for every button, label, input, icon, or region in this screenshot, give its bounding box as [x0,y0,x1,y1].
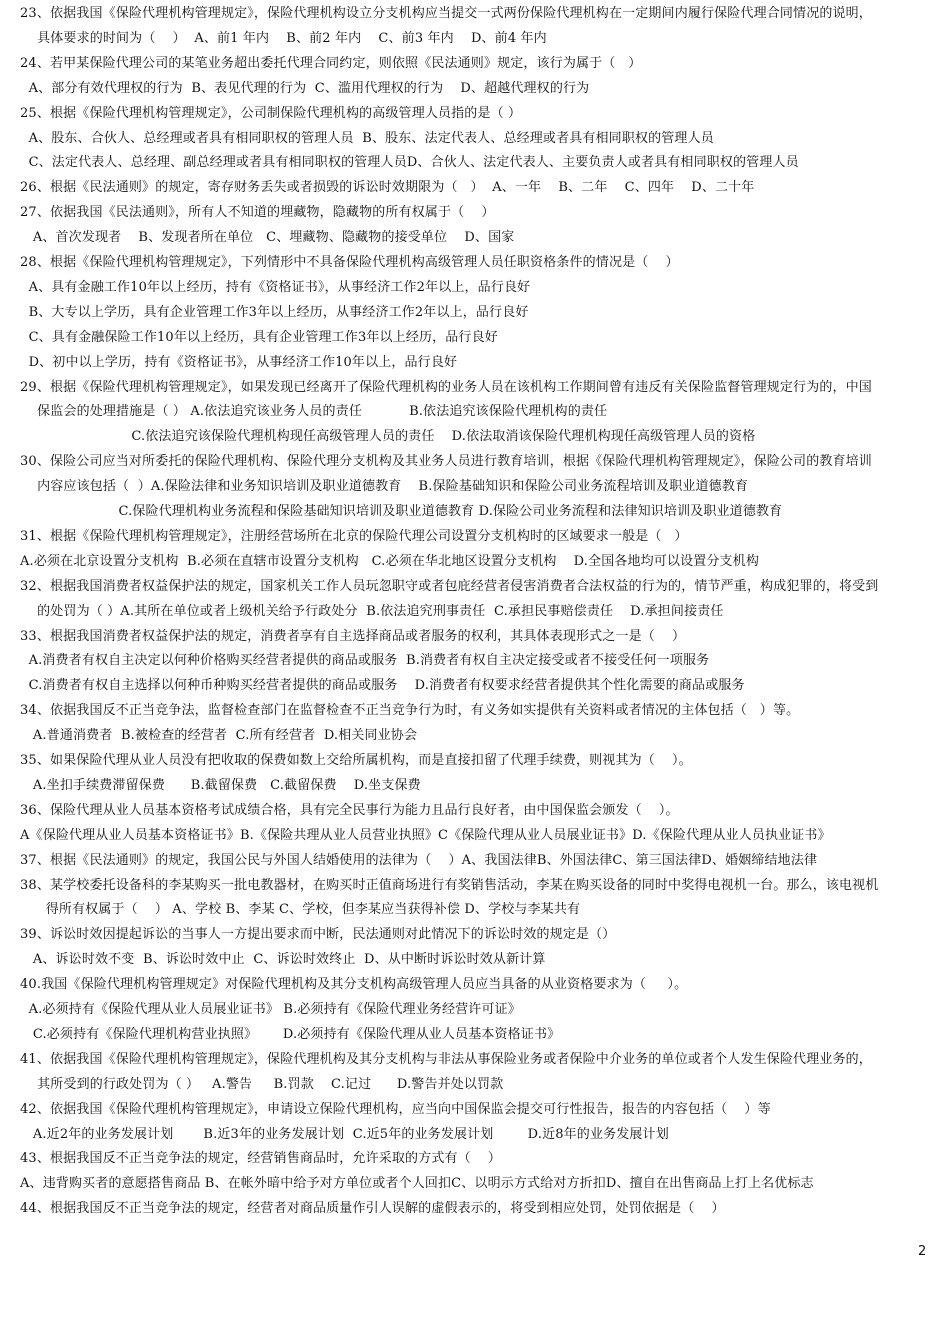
text-line: 35、如果保险代理从业人员没有把收取的保费如数上交给所属机构，而是直接扣留了代理手续费，则视其为（ ）。 [20,753,692,768]
text-line: 30、保险公司应当对所委托的保险代理机构、保险代理分支机构及其业务人员进行教育培训，根据《保险代理机构管理规定》，保险公司的教育培训 [20,454,872,470]
text-line: C.必须持有《保险代理机构营业执照》 D.必须持有《保险代理从业人员基本资格证书》 [20,1026,561,1042]
text-line: A、具有金融工作10年以上经历，持有《资格证书》，从事经济工作2年以上，品行良好 [20,279,531,295]
text-line: A、部分有效代理权的行为 B、表见代理的行为 C、滥用代理权的行为 D、超越代理权的行为 [20,80,590,96]
text-line: 25、根据《保险代理机构管理规定》，公司制保险代理机构的高级管理人员指的是（ ） [20,105,522,121]
text-line: B、大专以上学历，具有企业管理工作3年以上经历，从事经济工作2年以上，品行良好 [20,304,529,320]
text-line: 其所受到的行政处罚为（ ） A.警告 B.罚款 C.记过 D.警告并处以罚款 [20,1076,504,1092]
text-line: A.消费者有权自主决定以何种价格购买经营者提供的商品或服务 B.消费者有权自主决定接受或者不接受任何一项服务 [20,653,710,669]
text-line: 的处罚为（ ）A.其所在单位或者上级机关给予行政处分 B.依法追究刑事责任 C.承担民事赔偿责任 D.承担间接责任 [20,603,724,619]
text-line: A.普通消费者 B.被检查的经营者 C.所有经营者 D.相关同业协会 [20,728,418,744]
text-line: 44、根据我国反不正当竞争法的规定，经营者对商品质量作引人误解的虚假表示的，将受到相应处罚，处罚依据是（ ） [20,1201,725,1217]
text-line: 42、依据我国《保险代理机构管理规定》，申请设立保险代理机构，应当向中国保监会提交可行性报告，报告的内容包括（ ）等 [20,1101,771,1117]
text-line: 27、依据我国《民法通则》，所有人不知道的埋藏物，隐藏物的所有权属于（ ） [20,205,495,221]
text-line: A.必须持有《保险代理从业人员展业证书》 B.必须持有《保险代理业务经营许可证》 [20,1002,521,1017]
text-line: 34、依据我国反不正当竞争法，监督检查部门在监督检查不正当竞争行为时，有义务如实提供有关资料或者情况的主体包括（ ）等。 [20,703,800,719]
text-line: 得所有权属于（ ） A、学校 B、李某 C、学校，但李某应当获得补偿 D、学校与李某共有 [20,902,581,918]
text-line: C、法定代表人、总经理、副总经理或者具有相同职权的管理人员D、合伙人、法定代表人、主要负责人或者具有相同职权的管理人员 [20,155,799,171]
text-line: C.消费者有权自主选择以何种币种购买经营者提供的商品或服务 D.消费者有权要求经营者提供其个性化需要的商品或服务 [20,678,745,694]
text-line: 26、根据《民法通则》的规定，寄存财务丢失或者损毁的诉讼时效期限为（ ） A、一年 B、二年 C、四年 D、二十年 [20,180,755,196]
text-line: 36、保险代理从业人员基本资格考试成绩合格，具有完全民事行为能力且品行良好者，由中国保监会颁发（ ）。 [20,802,679,818]
text-line: A、违背购买者的意愿搭售商品 B、在帐外暗中给予对方单位或者个人回扣C、以明示方式给对方折扣D、擅自在出售商品上打上名优标志 [20,1176,814,1192]
text-line: 28、根据《保险代理机构管理规定》，下列情形中不具备保险代理机构高级管理人员任职资格条件的情况是（ ） [20,255,679,270]
text-line: 24、若甲某保险代理公司的某笔业务超出委托代理合同约定，则依照《民法通则》规定，该行为属于（ ） [20,55,642,71]
text-line: C.依法追究该保险代理机构现任高级管理人员的责任 D.依法取消该保险代理机构现任高级管理人员的资格 [20,429,756,445]
text-line: A.必须在北京设置分支机构 B.必须在直辖市设置分支机构 C.必须在华北地区设置分支机构 D.全国各地均可以设置分支机构 [20,553,760,569]
text-line: 32、根据我国消费者权益保护法的规定，国家机关工作人员玩忽职守或者包庇经营者侵害消费者合法权益的行为的，情节严重，构成犯罪的，将受到 [20,578,879,594]
text-line: 29、根据《保险代理机构管理规定》，如果发现已经离开了保险代理机构的业务人员在该机构工作期间曾有违反有关保险监督管理规定行为的，中国 [20,379,872,395]
text-line: 33、根据我国消费者权益保护法的规定，消费者享有自主选择商品或者服务的权利，其具体表现形式之一是（ ） [20,628,686,644]
page-number: 2 [918,1244,927,1259]
text-line: A.坐扣手续费滞留保费 B.截留保费 C.截留保费 D.坐支保费 [20,777,421,793]
text-line: A、诉讼时效不变 B、诉讼时效中止 C、诉讼时效终止 D、从中断时诉讼时效从新计算 [20,952,546,968]
text-line: A《保险代理从业人员基本资格证书》B.《保险共理从业人员营业执照》C《保险代理从业人员展业证书》D.《保险代理从业人员执业证书》 [20,827,831,843]
text-line: C.保险代理机构业务流程和保险基础知识培训及职业道德教育 D.保险公司业务流程和法律知识培训及职业道德教育 [20,504,783,519]
text-line: 31、根据《保险代理机构管理规定》，注册经营场所在北京的保险代理公司设置分支机构时的区域要求一般是（ ） [20,528,688,544]
text-line: 23、依据我国《保险代理机构管理规定》，保险代理机构设立分支机构应当提交一式两份保险代理机构在一定期间内履行保险代理合同情况的说明， [20,6,872,21]
text-line: A、股东、合伙人、总经理或者具有相同职权的管理人员 B、股东、法定代表人、总经理或者具有相同职权的管理人员 [20,130,714,146]
text-line: 40.我国《保险代理机构管理规定》对保险代理机构及其分支机构高级管理人员应当具备的从业资格要求为（ ）。 [20,977,688,993]
text-line: 38、某学校委托设备科的李某购买一批电教器材，在购买时正值商场进行有奖销售活动，李某在购买设备的同时中奖得电视机一台。那么，该电视机 [20,877,879,893]
text-line: 37、根据《民法通则》的规定，我国公民与外国人结婚使用的法律为（ ）A、我国法律B、外国法律C、第三国法律D、婚姻缔结地法律 [20,852,818,868]
text-line: D、初中以上学历，持有《资格证书》，从事经济工作10年以上，品行良好 [20,354,458,370]
text-line: 41、依据我国《保险代理机构管理规定》，保险代理机构及其分支机构与非法从事保险业务或者保险中介业务的单位或者个人发生保险代理业务的， [20,1051,872,1067]
text-line: A.近2年的业务发展计划 B.近3年的业务发展计划 C.近5年的业务发展计划 D.近8年的业务发展计划 [20,1126,669,1142]
text-line: C、具有金融保险工作10年以上经历，具有企业管理工作3年以上经历，品行良好 [20,329,498,345]
text-line: 43、根据我国反不正当竞争法的规定，经营销售商品时，允许采取的方式有（ ） [20,1151,502,1167]
text-line: 39、诉讼时效因提起诉讼的当事人一方提出要求而中断，民法通则对此情况下的诉讼时效的规定是（） [20,927,616,943]
text-line: 具体要求的时间为（ ） A、前1 年内 B、前2 年内 C、前3 年内 D、前4 年内 [20,30,547,46]
text-line: A、首次发现者 B、发现者所在单位 C、埋藏物、隐藏物的接受单位 D、国家 [20,230,515,246]
text-line: 保监会的处理措施是（ ） A.依法追究该业务人员的责任 B.依法追究该保险代理机构的责任 [20,404,608,420]
text-line: 内容应该包括（ ）A.保险法律和业务知识培训及职业道德教育 B.保险基础知识和保险公司业务流程培训及职业道德教育 [20,479,749,495]
